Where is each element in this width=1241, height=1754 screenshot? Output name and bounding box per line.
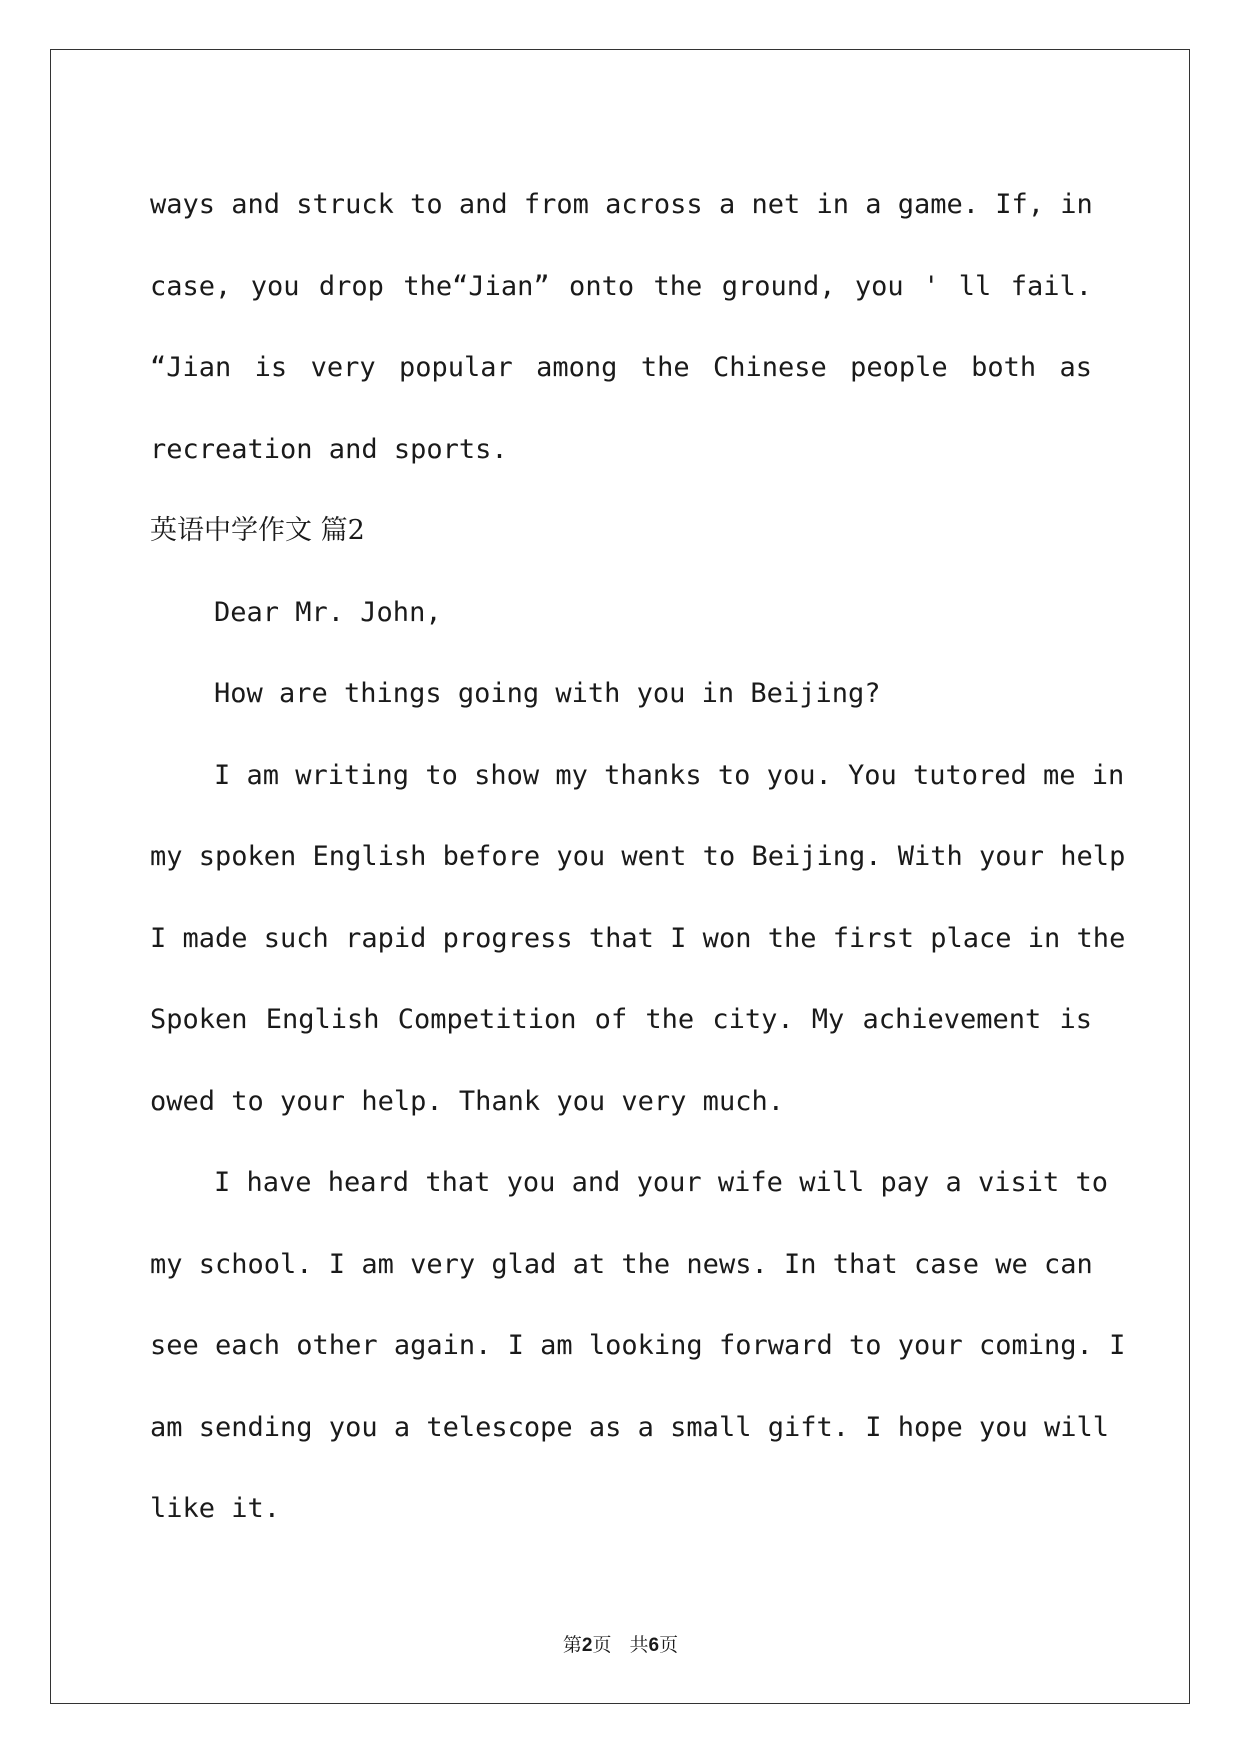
text-line: case, you drop the“Jian” onto the ground, you ' ll fail. — [150, 270, 1092, 302]
page-suffix: 页 — [592, 1634, 612, 1656]
document-body — [150, 164, 1126, 1550]
text-line: I am writing to show my thanks to you. You tutored me in — [214, 759, 1125, 791]
text-line: I have heard that you and your wife will pay a visit to — [214, 1167, 1109, 1198]
page-footer — [0, 1630, 1241, 1657]
text-line: recreation and sports. — [150, 433, 508, 465]
text-line: my spoken English before you went to Beijing. With your help — [150, 841, 1126, 872]
section-heading: 英语中学作文 篇2 — [150, 515, 365, 546]
text-line: my school. I am very glad at the news. In that case we can — [150, 1248, 1093, 1280]
page-prefix: 第 — [562, 1634, 582, 1656]
page-total: 6 — [648, 1635, 660, 1656]
text-line: see each other again. I am looking forward to your coming. I — [150, 1330, 1126, 1361]
text-line: Spoken English Competition of the city. My achievement is — [150, 1004, 1092, 1035]
letter-greeting: Dear Mr. John, — [214, 596, 442, 628]
text-line: “Jian is very popular among the Chinese people both as — [150, 352, 1092, 383]
text-line: I made such rapid progress that I won the first place in the — [150, 922, 1126, 954]
text-line: am sending you a telescope as a small gift. I hope you will — [150, 1411, 1110, 1443]
text-line: owed to your help. Thank you very much. — [150, 1085, 784, 1117]
page-number: 2 — [581, 1635, 593, 1656]
total-suffix: 页 — [659, 1634, 679, 1656]
text-line: like it. — [150, 1493, 281, 1524]
total-prefix: 共 — [629, 1634, 649, 1656]
text-line: How are things going with you in Beijing? — [214, 678, 881, 709]
text-line: ways and struck to and from across a net in a game. If, in — [150, 189, 1093, 220]
